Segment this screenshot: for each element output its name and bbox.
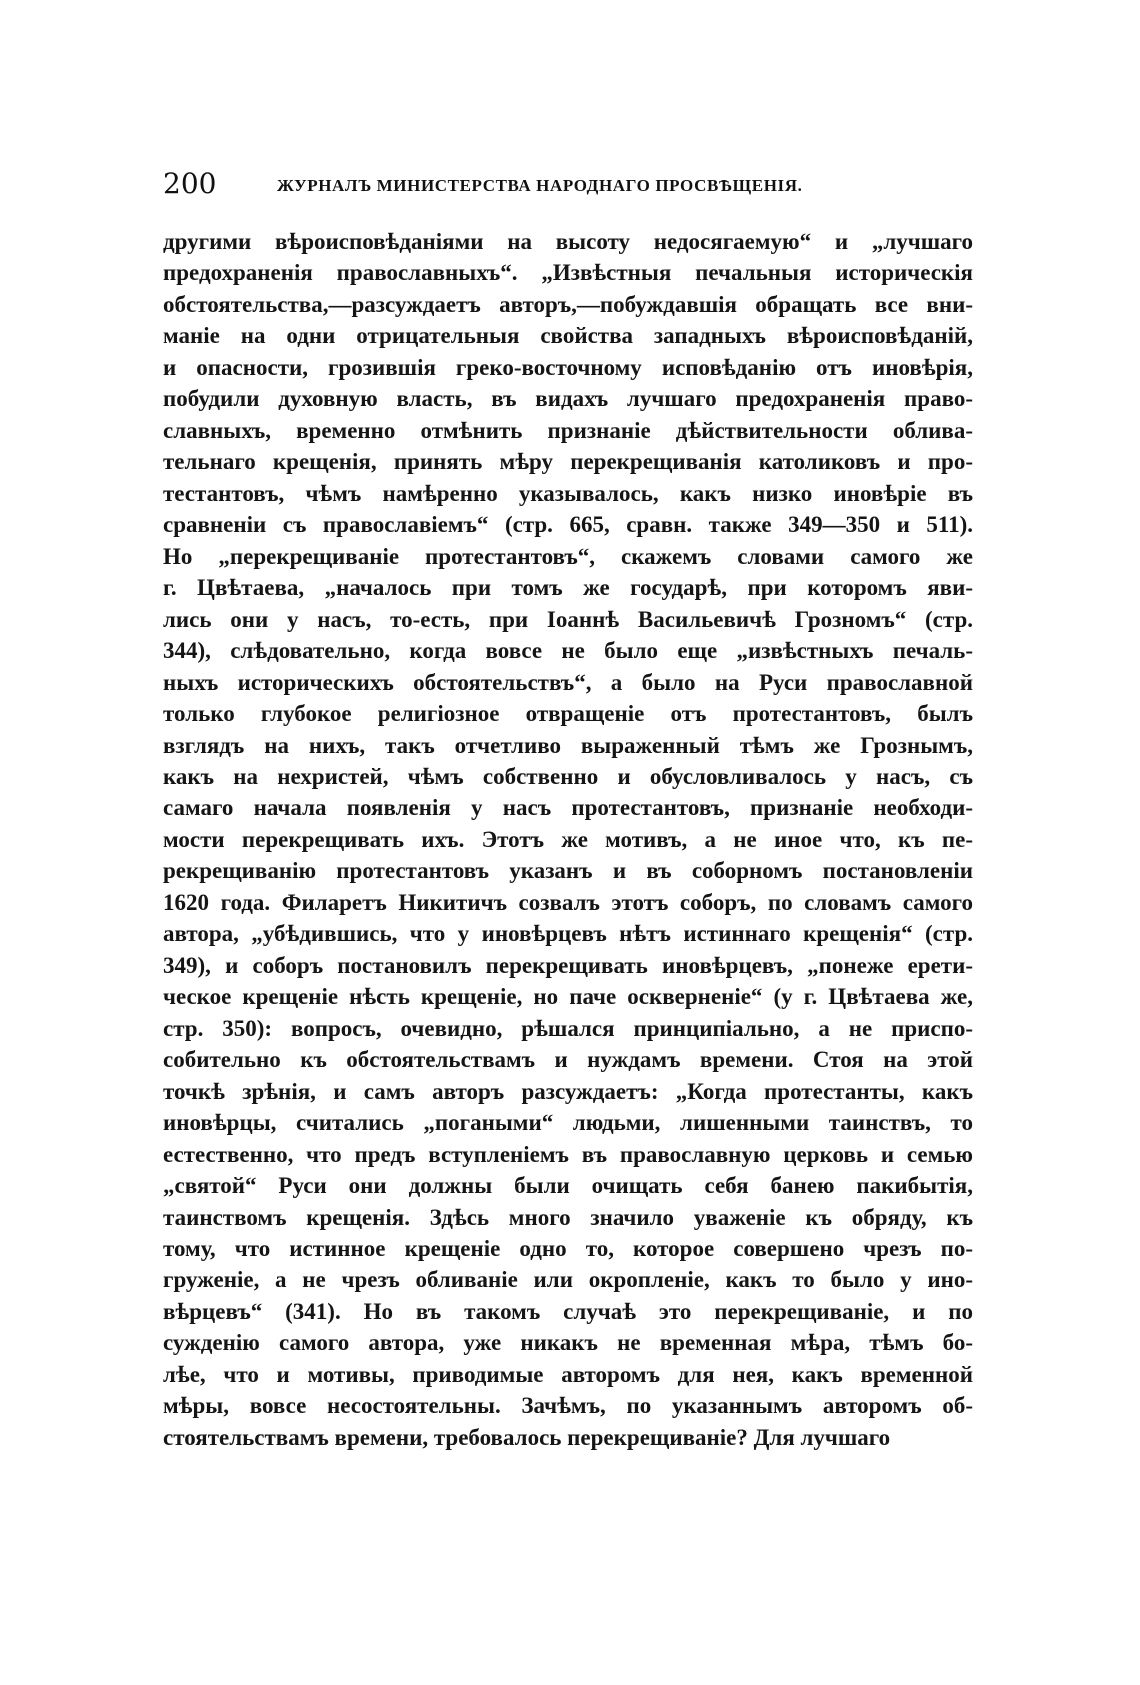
text-line: собительно къ обстоятельствамъ и нуждамъ времени. Стоя на этой — [163, 1047, 973, 1073]
body-text — [163, 226, 973, 1453]
text-line: побудили духовную власть, въ видахъ лучшаго предохраненія право- — [163, 386, 973, 412]
text-line: естественно, что предъ вступленіемъ въ православную церковь и семью — [163, 1141, 973, 1167]
text-line: 1620 года. Филаретъ Никитичъ созвалъ этотъ соборъ, по словамъ самого — [163, 889, 973, 915]
text-line: тестантовъ, чѣмъ намѣренно указывалось, какъ низко иновѣріе въ — [163, 480, 973, 506]
text-line: рекрещиванію протестантовъ указанъ и въ соборномъ постановленіи — [163, 858, 973, 884]
text-line: другими вѣроисповѣданіями на высоту недосягаемую“ и „лучшаго — [163, 229, 973, 254]
text-line: сужденію самого автора, уже никакъ не временная мѣра, тѣмъ бо- — [163, 1330, 973, 1356]
text-line: мости перекрещивать ихъ. Этотъ же мотивъ, а не иное что, къ пе- — [163, 826, 973, 852]
text-line: обстоятельства,—разсуждаетъ авторъ,—побуждавшія обращать все вни- — [163, 291, 973, 317]
text-line: таинствомъ крещенія. Здѣсь много значило уваженіе къ обряду, къ — [163, 1204, 973, 1230]
text-line: стоятельствамъ времени, требовалось перекрещиваніе? Для лучшаго — [163, 1424, 891, 1450]
text-line: 349), и соборъ постановилъ перекрещивать иновѣрцевъ, „понеже ерети- — [163, 952, 973, 978]
text-line: ныхъ историческихъ обстоятельствъ“, а было на Руси православной — [163, 669, 973, 695]
text-line: какъ на нехристей, чѣмъ собственно и обусловливалось у насъ, съ — [163, 763, 973, 789]
text-line: ческое крещеніе нѣсть крещеніе, но паче оскверненіе“ (у г. Цвѣтаева же, — [163, 984, 973, 1010]
text-line: сравненіи съ православіемъ“ (стр. 665, сравн. также 349—350 и 511). — [163, 512, 973, 538]
page-number: 200 — [163, 167, 217, 200]
text-line: Но „перекрещиваніе протестантовъ“, скажемъ словами самого же — [163, 543, 973, 569]
text-line: предохраненія православныхъ“. „Извѣстныя печальныя историческія — [163, 260, 973, 286]
text-line: вѣрцевъ“ (341). Но въ такомъ случаѣ это перекрещиваніе, и по — [163, 1298, 973, 1324]
text-line: „святой“ Руси они должны были очищать себя банею пакибытія, — [163, 1173, 973, 1199]
text-line: только глубокое религіозное отвращеніе отъ протестантовъ, былъ — [163, 701, 973, 727]
text-line: лись они у насъ, то-есть, при Іоаннѣ Васильевичѣ Грозномъ“ (стр. — [163, 606, 973, 632]
text-line: маніе на одни отрицательныя свойства западныхъ вѣроисповѣданій, — [163, 323, 973, 349]
text-line: взглядъ на нихъ, такъ отчетливо выраженный тѣмъ же Грознымъ, — [163, 732, 973, 758]
text-line: тому, что истинное крещеніе одно то, которое совершено чрезъ по- — [163, 1236, 973, 1261]
text-line: славныхъ, временно отмѣнить признаніе дѣйствительности облива- — [163, 417, 973, 443]
text-line: иновѣрцы, считались „погаными“ людьми, лишенными таинствъ, то — [163, 1110, 973, 1136]
text-line: лѣе, что и мотивы, приводимые авторомъ для нея, какъ временной — [163, 1361, 973, 1387]
text-line: точкѣ зрѣнія, и самъ авторъ разсуждаетъ: „Когда протестанты, какъ — [163, 1078, 973, 1104]
text-line: 344), слѣдовательно, когда вовсе не было еще „извѣстныхъ печаль- — [163, 638, 973, 664]
journal-title: ЖУРНАЛЪ МИНИСТЕРСТВА НАРОДНАГО ПРОСВѢЩЕНІЯ. — [277, 176, 803, 195]
text-line: стр. 350): вопросъ, очевидно, рѣшался принципіально, а не приспо- — [163, 1015, 973, 1041]
text-line: тельнаго крещенія, принять мѣру перекрещиванія католиковъ и про- — [163, 449, 973, 475]
text-line: груженіе, а не чрезъ обливаніе или окропленіе, какъ то было у ино- — [163, 1267, 973, 1293]
text-line: г. Цвѣтаева, „началось при томъ же государѣ, при которомъ яви- — [163, 575, 973, 601]
running-head — [163, 168, 973, 200]
text-line: и опасности, грозившія греко-восточному исповѣданію отъ иновѣрія, — [163, 354, 973, 380]
text-line: автора, „убѣдившись, что у иновѣрцевъ нѣтъ истиннаго крещенія“ (стр. — [163, 921, 973, 947]
text-line: самаго начала появленія у насъ протестантовъ, признаніе необходи- — [163, 795, 973, 821]
text-line: мѣры, вовсе несостоятельны. Зачѣмъ, по указаннымъ авторомъ об- — [163, 1393, 973, 1419]
